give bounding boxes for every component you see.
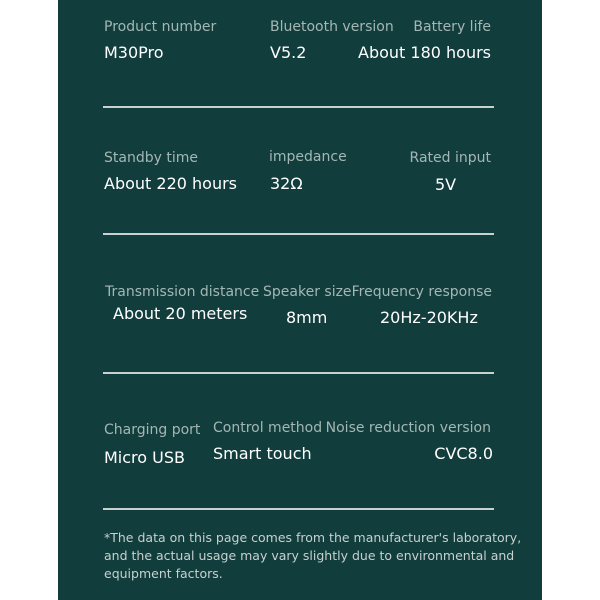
footnote-line: *The data on this page comes from the manufacturer's laboratory,	[104, 530, 522, 545]
spec-label-charging-port: Charging port	[104, 422, 201, 438]
spec-value-product-number: M30Pro	[104, 43, 164, 62]
spec-panel	[58, 0, 542, 600]
disclaimer-footnote	[104, 529, 522, 583]
spec-value-bluetooth-version: V5.2	[270, 43, 307, 62]
spec-value-transmission-distance: About 20 meters	[113, 304, 248, 323]
spec-value-battery-life: About 180 hours	[358, 43, 491, 62]
spec-label-battery-life: Battery life	[413, 19, 491, 35]
spec-label-frequency-response: Frequency response	[351, 284, 492, 300]
spec-label-impedance: impedance	[269, 149, 347, 165]
spec-label-noise-reduction-version: Noise reduction version	[325, 420, 491, 436]
spec-label-product-number: Product number	[104, 19, 217, 35]
spec-value-impedance: 32Ω	[270, 174, 303, 193]
spec-label-standby-time: Standby time	[104, 150, 198, 166]
spec-label-transmission-distance: Transmission distance	[105, 284, 260, 300]
spec-value-frequency-response: 20Hz-20KHz	[380, 308, 478, 327]
spec-label-bluetooth-version: Bluetooth version	[270, 19, 394, 35]
spec-label-rated-input: Rated input	[409, 150, 491, 166]
spec-value-rated-input: 5V	[435, 175, 457, 194]
spec-value-control-method: Smart touch	[213, 444, 312, 463]
row-divider	[103, 372, 494, 374]
spec-value-speaker-size: 8mm	[286, 308, 328, 327]
footnote-line: and the actual usage may vary slightly due to environmental and	[104, 548, 515, 563]
row-divider	[103, 508, 494, 510]
row-divider	[103, 233, 494, 235]
row-divider	[103, 106, 494, 108]
spec-value-standby-time: About 220 hours	[104, 174, 237, 193]
spec-label-speaker-size: Speaker size	[263, 284, 352, 300]
footnote-line: equipment factors.	[104, 566, 223, 581]
spec-value-charging-port: Micro USB	[104, 448, 185, 467]
spec-value-noise-reduction-version: CVC8.0	[434, 444, 493, 463]
spec-label-control-method: Control method	[213, 420, 323, 436]
